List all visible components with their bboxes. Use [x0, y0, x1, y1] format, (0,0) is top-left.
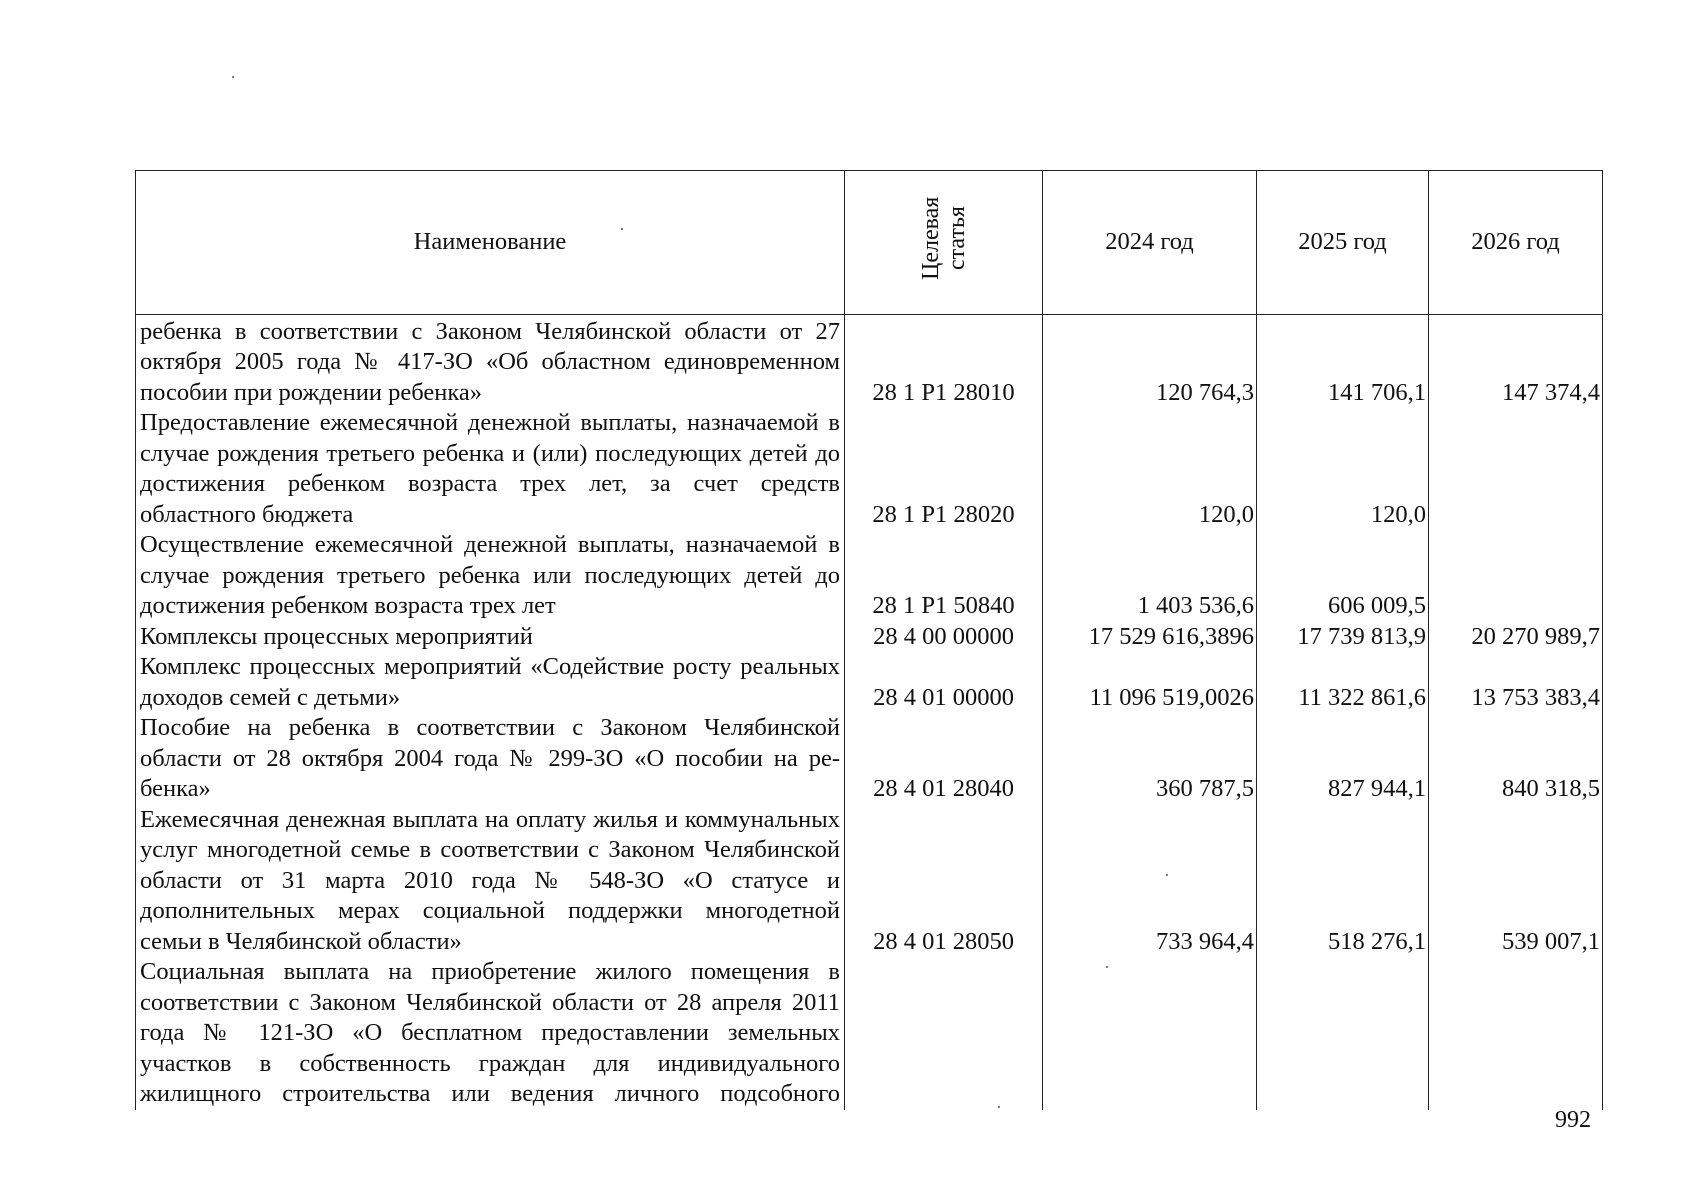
row-value-2024: 1 403 536,6 — [1043, 530, 1257, 622]
row-name: Комплекс процессных мероприятий «Содействие росту реальных доходов семей с детьми» — [136, 652, 845, 713]
row-value-2026: 147 374,4 — [1429, 314, 1603, 408]
row-value-2025: 120,0 — [1257, 408, 1429, 530]
row-code: 28 4 01 28050 — [845, 805, 1043, 958]
row-code: 28 4 01 28040 — [845, 713, 1043, 805]
row-value-2024: 11 096 519,0026 — [1043, 652, 1257, 713]
row-code — [845, 957, 1043, 1110]
header-2026: 2026 год — [1429, 171, 1603, 315]
scan-speck — [232, 76, 234, 78]
page-number: 992 — [1555, 1107, 1591, 1133]
row-value-2024: 360 787,5 — [1043, 713, 1257, 805]
table-row — [136, 408, 1603, 530]
row-value-2026 — [1429, 957, 1603, 1110]
row-name: ребенка в соответствии с Законом Челябинской области от 27 октября 2005 года № 417-ЗО «Об областном единовременном пособии при рождении ребенка» — [136, 314, 845, 408]
table-row — [136, 713, 1603, 805]
row-value-2024 — [1043, 957, 1257, 1110]
budget-table — [135, 170, 1603, 1110]
row-value-2026: 539 007,1 — [1429, 805, 1603, 958]
scan-speck — [1106, 966, 1108, 968]
row-value-2024: 120 764,3 — [1043, 314, 1257, 408]
table-row — [136, 530, 1603, 622]
row-value-2024: 120,0 — [1043, 408, 1257, 530]
row-value-2024: 17 529 616,3896 — [1043, 622, 1257, 653]
row-value-2025: 17 739 813,9 — [1257, 622, 1429, 653]
table-row — [136, 314, 1603, 408]
row-value-2026 — [1429, 408, 1603, 530]
header-2025: 2025 год — [1257, 171, 1429, 315]
table-row — [136, 652, 1603, 713]
row-code: 28 4 01 00000 — [845, 652, 1043, 713]
row-code: 28 1 P1 28020 — [845, 408, 1043, 530]
header-code — [845, 171, 1043, 315]
table-row — [136, 622, 1603, 653]
row-value-2025: 606 009,5 — [1257, 530, 1429, 622]
row-value-2025: 11 322 861,6 — [1257, 652, 1429, 713]
scan-speck — [1166, 874, 1168, 876]
header-code-label: Целевая статья — [917, 196, 970, 280]
row-name: Пособие на ребенка в соответствии с Законом Челябинской области от 28 октября 2004 года № 299-ЗО «О пособии на ребенка» — [136, 713, 845, 805]
row-name: Предоставление ежемесячной денежной выплаты, назначаемой в случае рождения третьего ребенка и (или) последующих детей до достижения ребенком возраста трех лет, за счет средств областного бюджета — [136, 408, 845, 530]
table-row — [136, 957, 1603, 1110]
row-name: Социальная выплата на приобретение жилого помещения в соответствии с Законом Челябинской области от 28 апреля 2011 года № 121-ЗО «О бесплатном предоставлении земельных участков в собственность граждан для индивидуального жилищного строительства или ведения личного подсобного — [136, 957, 845, 1110]
row-name: Комплексы процессных мероприятий — [136, 622, 845, 653]
header-name: Наименование — [136, 171, 845, 315]
row-value-2026 — [1429, 530, 1603, 622]
header-2024: 2024 год — [1043, 171, 1257, 315]
row-value-2026: 20 270 989,7 — [1429, 622, 1603, 653]
row-value-2025: 518 276,1 — [1257, 805, 1429, 958]
row-code: 28 1 P1 28010 — [845, 314, 1043, 408]
row-name: Ежемесячная денежная выплата на оплату жилья и коммунальных услуг многодетной семье в соответствии с Законом Челябинской области от 31 марта 2010 года № 548-ЗО «О статусе и дополнительных мерах социальной поддержки многодетной семьи в Челябинской области» — [136, 805, 845, 958]
row-value-2025: 827 944,1 — [1257, 713, 1429, 805]
scan-speck — [621, 228, 623, 230]
row-value-2026: 13 753 383,4 — [1429, 652, 1603, 713]
row-value-2025 — [1257, 957, 1429, 1110]
table-header-row — [136, 171, 1603, 315]
row-code: 28 4 00 00000 — [845, 622, 1043, 653]
row-value-2026: 840 318,5 — [1429, 713, 1603, 805]
scan-speck — [998, 1106, 1000, 1108]
row-name: Осуществление ежемесячной денежной выплаты, назначаемой в случае рождения третьего ребенка или последующих детей до достижения ребенком возраста трех лет — [136, 530, 845, 622]
table-row — [136, 805, 1603, 958]
row-code: 28 1 P1 50840 — [845, 530, 1043, 622]
row-value-2025: 141 706,1 — [1257, 314, 1429, 408]
row-value-2024: 733 964,4 — [1043, 805, 1257, 958]
